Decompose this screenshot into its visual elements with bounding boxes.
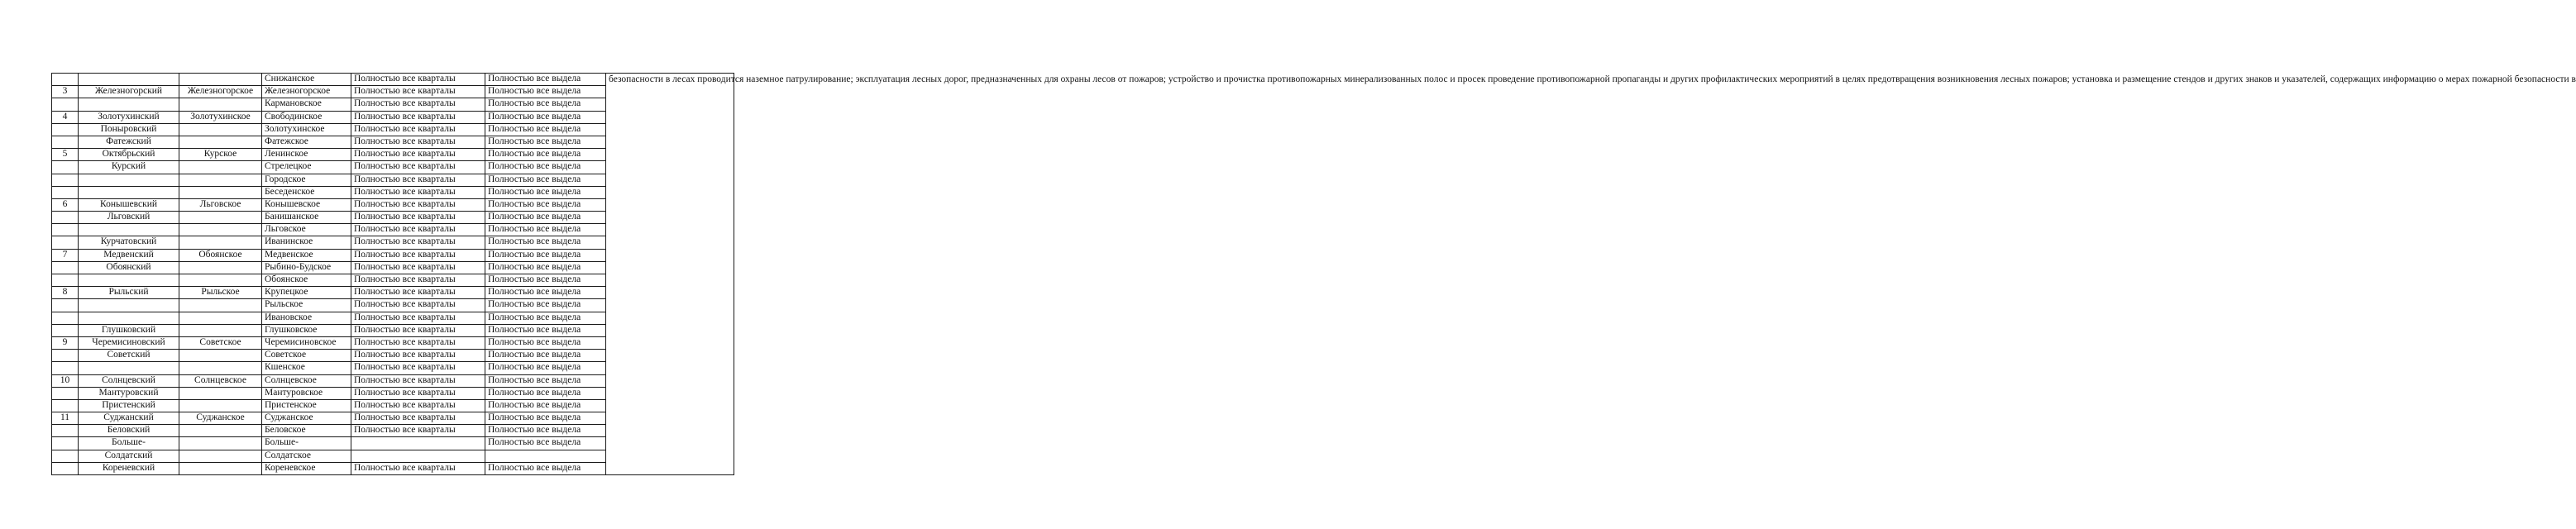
divisions-coverage: Полностью все выдела bbox=[485, 374, 606, 387]
row-number bbox=[52, 437, 79, 450]
divisions-coverage: Полностью все выдела bbox=[485, 98, 606, 111]
quarters-coverage: Полностью все кварталы bbox=[351, 336, 485, 349]
fire-safety-measures: безопасности в лесах проводится наземное патрулирование; эксплуатация лесных дорог, предназначенных для охраны лесов от пожаров; устройство и прочистка противопожарных минерализованных полос и просек проведение противопожарной пропаганды и других профилактических мероприятий в целях предотвращения возникновения лесных пожаров; установка и размещение стендов и других знаков и указателей, содержащих информацию о мерах пожарной безопасности в bbox=[606, 74, 734, 475]
district-name bbox=[79, 274, 179, 287]
forestry-name bbox=[179, 74, 262, 86]
forestry-name bbox=[179, 161, 262, 174]
quarters-coverage: Полностью все кварталы bbox=[351, 287, 485, 299]
sub-forestry-name: Банишанское bbox=[262, 212, 351, 224]
forestry-name: Солнцевское bbox=[179, 374, 262, 387]
district-name: Конышевский bbox=[79, 198, 179, 211]
forestry-name: Железногорское bbox=[179, 86, 262, 98]
quarters-coverage: Полностью все кварталы bbox=[351, 149, 485, 161]
row-number: 3 bbox=[52, 86, 79, 98]
row-number bbox=[52, 74, 79, 86]
sub-forestry-name: Пристенское bbox=[262, 399, 351, 412]
forestry-name: Курское bbox=[179, 149, 262, 161]
sub-forestry-name: Беловское bbox=[262, 425, 351, 437]
row-number bbox=[52, 174, 79, 186]
divisions-coverage: Полностью все выдела bbox=[485, 425, 606, 437]
forestry-name bbox=[179, 136, 262, 148]
district-name bbox=[79, 362, 179, 374]
divisions-coverage: Полностью все выдела bbox=[485, 198, 606, 211]
quarters-coverage: Полностью все кварталы bbox=[351, 324, 485, 336]
divisions-coverage: Полностью все выдела bbox=[485, 299, 606, 312]
forestry-table-body bbox=[52, 74, 2576, 475]
quarters-coverage: Полностью все кварталы bbox=[351, 374, 485, 387]
quarters-coverage bbox=[351, 450, 485, 462]
row-number bbox=[52, 324, 79, 336]
district-name: Курчатовский bbox=[79, 236, 179, 249]
district-name: Рыльский bbox=[79, 287, 179, 299]
sub-forestry-name: Кшенское bbox=[262, 362, 351, 374]
row-number bbox=[52, 224, 79, 236]
quarters-coverage bbox=[351, 437, 485, 450]
quarters-coverage: Полностью все кварталы bbox=[351, 274, 485, 287]
sub-forestry-name: Фатежское bbox=[262, 136, 351, 148]
divisions-coverage bbox=[485, 450, 606, 462]
district-name: Октябрьский bbox=[79, 149, 179, 161]
quarters-coverage: Полностью все кварталы bbox=[351, 462, 485, 474]
sub-forestry-name: Обоянское bbox=[262, 274, 351, 287]
divisions-coverage: Полностью все выдела bbox=[485, 350, 606, 362]
sub-forestry-name: Мантуровское bbox=[262, 387, 351, 399]
sub-forestry-name: Льговское bbox=[262, 224, 351, 236]
divisions-coverage: Полностью все выдела bbox=[485, 462, 606, 474]
district-name bbox=[79, 74, 179, 86]
sub-forestry-name: Больше- bbox=[262, 437, 351, 450]
forestry-name: Советское bbox=[179, 336, 262, 349]
quarters-coverage: Полностью все кварталы bbox=[351, 312, 485, 324]
sub-forestry-name: Ленинское bbox=[262, 149, 351, 161]
district-name: Советский bbox=[79, 350, 179, 362]
table-row bbox=[52, 74, 734, 86]
sub-forestry-name: Стрелецкое bbox=[262, 161, 351, 174]
district-name: Фатежский bbox=[79, 136, 179, 148]
quarters-coverage: Полностью все кварталы bbox=[351, 299, 485, 312]
row-number bbox=[52, 123, 79, 136]
quarters-coverage: Полностью все кварталы bbox=[351, 86, 485, 98]
quarters-coverage: Полностью все кварталы bbox=[351, 350, 485, 362]
forestry-name bbox=[179, 123, 262, 136]
forestry-name bbox=[179, 261, 262, 274]
divisions-coverage: Полностью все выдела bbox=[485, 174, 606, 186]
row-number bbox=[52, 136, 79, 148]
divisions-coverage: Полностью все выдела bbox=[485, 249, 606, 261]
quarters-coverage: Полностью все кварталы bbox=[351, 399, 485, 412]
district-name: Мантуровский bbox=[79, 387, 179, 399]
district-name: Пристенский bbox=[79, 399, 179, 412]
sub-forestry-name: Кармановское bbox=[262, 98, 351, 111]
quarters-coverage: Полностью все кварталы bbox=[351, 224, 485, 236]
sub-forestry-name: Рыльское bbox=[262, 299, 351, 312]
divisions-coverage: Полностью все выдела bbox=[485, 186, 606, 198]
quarters-coverage: Полностью все кварталы bbox=[351, 136, 485, 148]
row-number: 10 bbox=[52, 374, 79, 387]
district-name: Курский bbox=[79, 161, 179, 174]
sub-forestry-name: Глушковское bbox=[262, 324, 351, 336]
forestry-name bbox=[179, 312, 262, 324]
forestry-name bbox=[179, 350, 262, 362]
district-name: Медвенский bbox=[79, 249, 179, 261]
divisions-coverage: Полностью все выдела bbox=[485, 149, 606, 161]
quarters-coverage: Полностью все кварталы bbox=[351, 74, 485, 86]
row-number: 8 bbox=[52, 287, 79, 299]
district-name bbox=[79, 186, 179, 198]
forestry-name bbox=[179, 450, 262, 462]
divisions-coverage: Полностью все выдела bbox=[485, 236, 606, 249]
quarters-coverage: Полностью все кварталы bbox=[351, 174, 485, 186]
district-name: Суджанский bbox=[79, 412, 179, 425]
divisions-coverage: Полностью все выдела bbox=[485, 86, 606, 98]
quarters-coverage: Полностью все кварталы bbox=[351, 425, 485, 437]
quarters-coverage: Полностью все кварталы bbox=[351, 123, 485, 136]
sub-forestry-name: Иванинское bbox=[262, 236, 351, 249]
sub-forestry-name: Советское bbox=[262, 350, 351, 362]
row-number bbox=[52, 350, 79, 362]
divisions-coverage: Полностью все выдела bbox=[485, 261, 606, 274]
sub-forestry-name: Суджанское bbox=[262, 412, 351, 425]
row-number: 5 bbox=[52, 149, 79, 161]
sub-forestry-name: Медвенское bbox=[262, 249, 351, 261]
sub-forestry-name: Снижанское bbox=[262, 74, 351, 86]
divisions-coverage: Полностью все выдела bbox=[485, 399, 606, 412]
forestry-name bbox=[179, 186, 262, 198]
forestry-name bbox=[179, 462, 262, 474]
district-name: Беловский bbox=[79, 425, 179, 437]
forestry-name: Обоянское bbox=[179, 249, 262, 261]
divisions-coverage: Полностью все выдела bbox=[485, 111, 606, 123]
forestry-name bbox=[179, 437, 262, 450]
divisions-coverage: Полностью все выдела bbox=[485, 362, 606, 374]
sub-forestry-name: Железногорское bbox=[262, 86, 351, 98]
divisions-coverage: Полностью все выдела bbox=[485, 312, 606, 324]
row-number: 9 bbox=[52, 336, 79, 349]
sub-forestry-name: Кореневское bbox=[262, 462, 351, 474]
district-name: Льговский bbox=[79, 212, 179, 224]
district-name: Солнцевский bbox=[79, 374, 179, 387]
forestry-name: Суджанское bbox=[179, 412, 262, 425]
sub-forestry-name: Крупецкое bbox=[262, 287, 351, 299]
quarters-coverage: Полностью все кварталы bbox=[351, 362, 485, 374]
quarters-coverage: Полностью все кварталы bbox=[351, 161, 485, 174]
divisions-coverage: Полностью все выдела bbox=[485, 287, 606, 299]
forestry-name bbox=[179, 387, 262, 399]
divisions-coverage: Полностью все выдела bbox=[485, 161, 606, 174]
sub-forestry-name: Конышевское bbox=[262, 198, 351, 211]
sub-forestry-name: Солдатское bbox=[262, 450, 351, 462]
row-number bbox=[52, 236, 79, 249]
forestry-name bbox=[179, 98, 262, 111]
row-number bbox=[52, 98, 79, 111]
district-name: Железногорский bbox=[79, 86, 179, 98]
divisions-coverage: Полностью все выдела bbox=[485, 274, 606, 287]
sub-forestry-name: Ивановское bbox=[262, 312, 351, 324]
quarters-coverage: Полностью все кварталы bbox=[351, 212, 485, 224]
quarters-coverage: Полностью все кварталы bbox=[351, 111, 485, 123]
sub-forestry-name: Беседенское bbox=[262, 186, 351, 198]
divisions-coverage: Полностью все выдела bbox=[485, 136, 606, 148]
row-number bbox=[52, 312, 79, 324]
district-name bbox=[79, 98, 179, 111]
row-number bbox=[52, 299, 79, 312]
forestry-name bbox=[179, 174, 262, 186]
row-number bbox=[52, 399, 79, 412]
sub-forestry-name: Золотухинское bbox=[262, 123, 351, 136]
district-name: Черемисиновский bbox=[79, 336, 179, 349]
row-number bbox=[52, 425, 79, 437]
forestry-name bbox=[179, 425, 262, 437]
district-name: Кореневский bbox=[79, 462, 179, 474]
sub-forestry-name: Городское bbox=[262, 174, 351, 186]
divisions-coverage: Полностью все выдела bbox=[485, 224, 606, 236]
district-name bbox=[79, 299, 179, 312]
sub-forestry-name: Черемисиновское bbox=[262, 336, 351, 349]
sub-forestry-name: Рыбино-Будское bbox=[262, 261, 351, 274]
row-number: 11 bbox=[52, 412, 79, 425]
row-number bbox=[52, 462, 79, 474]
quarters-coverage: Полностью все кварталы bbox=[351, 387, 485, 399]
divisions-coverage: Полностью все выдела bbox=[485, 324, 606, 336]
forestry-name bbox=[179, 236, 262, 249]
row-number bbox=[52, 261, 79, 274]
forestry-name bbox=[179, 324, 262, 336]
district-name bbox=[79, 174, 179, 186]
forestry-name bbox=[179, 362, 262, 374]
quarters-coverage: Полностью все кварталы bbox=[351, 198, 485, 211]
row-number: 6 bbox=[52, 198, 79, 211]
forestry-table bbox=[51, 73, 2576, 475]
forestry-name: Рыльское bbox=[179, 287, 262, 299]
district-name bbox=[79, 224, 179, 236]
divisions-coverage: Полностью все выдела bbox=[485, 437, 606, 450]
divisions-coverage: Полностью все выдела bbox=[485, 212, 606, 224]
forestry-name bbox=[179, 399, 262, 412]
quarters-coverage: Полностью все кварталы bbox=[351, 249, 485, 261]
divisions-coverage: Полностью все выдела bbox=[485, 336, 606, 349]
sub-forestry-name: Солнцевское bbox=[262, 374, 351, 387]
quarters-coverage: Полностью все кварталы bbox=[351, 186, 485, 198]
divisions-coverage: Полностью все выдела bbox=[485, 123, 606, 136]
quarters-coverage: Полностью все кварталы bbox=[351, 412, 485, 425]
row-number bbox=[52, 186, 79, 198]
divisions-coverage: Полностью все выдела bbox=[485, 387, 606, 399]
sub-forestry-name: Свободинское bbox=[262, 111, 351, 123]
forestry-name bbox=[179, 299, 262, 312]
quarters-coverage: Полностью все кварталы bbox=[351, 236, 485, 249]
district-name: Обоянский bbox=[79, 261, 179, 274]
district-name: Больше- bbox=[79, 437, 179, 450]
district-name bbox=[79, 312, 179, 324]
district-name: Глушковский bbox=[79, 324, 179, 336]
forestry-name bbox=[179, 224, 262, 236]
row-number: 7 bbox=[52, 249, 79, 261]
divisions-coverage: Полностью все выдела bbox=[485, 412, 606, 425]
district-name: Поныровский bbox=[79, 123, 179, 136]
row-number bbox=[52, 274, 79, 287]
row-number bbox=[52, 362, 79, 374]
divisions-coverage: Полностью все выдела bbox=[485, 74, 606, 86]
forestry-name: Золотухинское bbox=[179, 111, 262, 123]
row-number: 4 bbox=[52, 111, 79, 123]
row-number bbox=[52, 161, 79, 174]
quarters-coverage: Полностью все кварталы bbox=[351, 261, 485, 274]
row-number bbox=[52, 212, 79, 224]
district-name: Солдатский bbox=[79, 450, 179, 462]
quarters-coverage: Полностью все кварталы bbox=[351, 98, 485, 111]
forestry-name bbox=[179, 212, 262, 224]
forestry-name: Льговское bbox=[179, 198, 262, 211]
row-number bbox=[52, 450, 79, 462]
row-number bbox=[52, 387, 79, 399]
district-name: Золотухинский bbox=[79, 111, 179, 123]
forestry-name bbox=[179, 274, 262, 287]
